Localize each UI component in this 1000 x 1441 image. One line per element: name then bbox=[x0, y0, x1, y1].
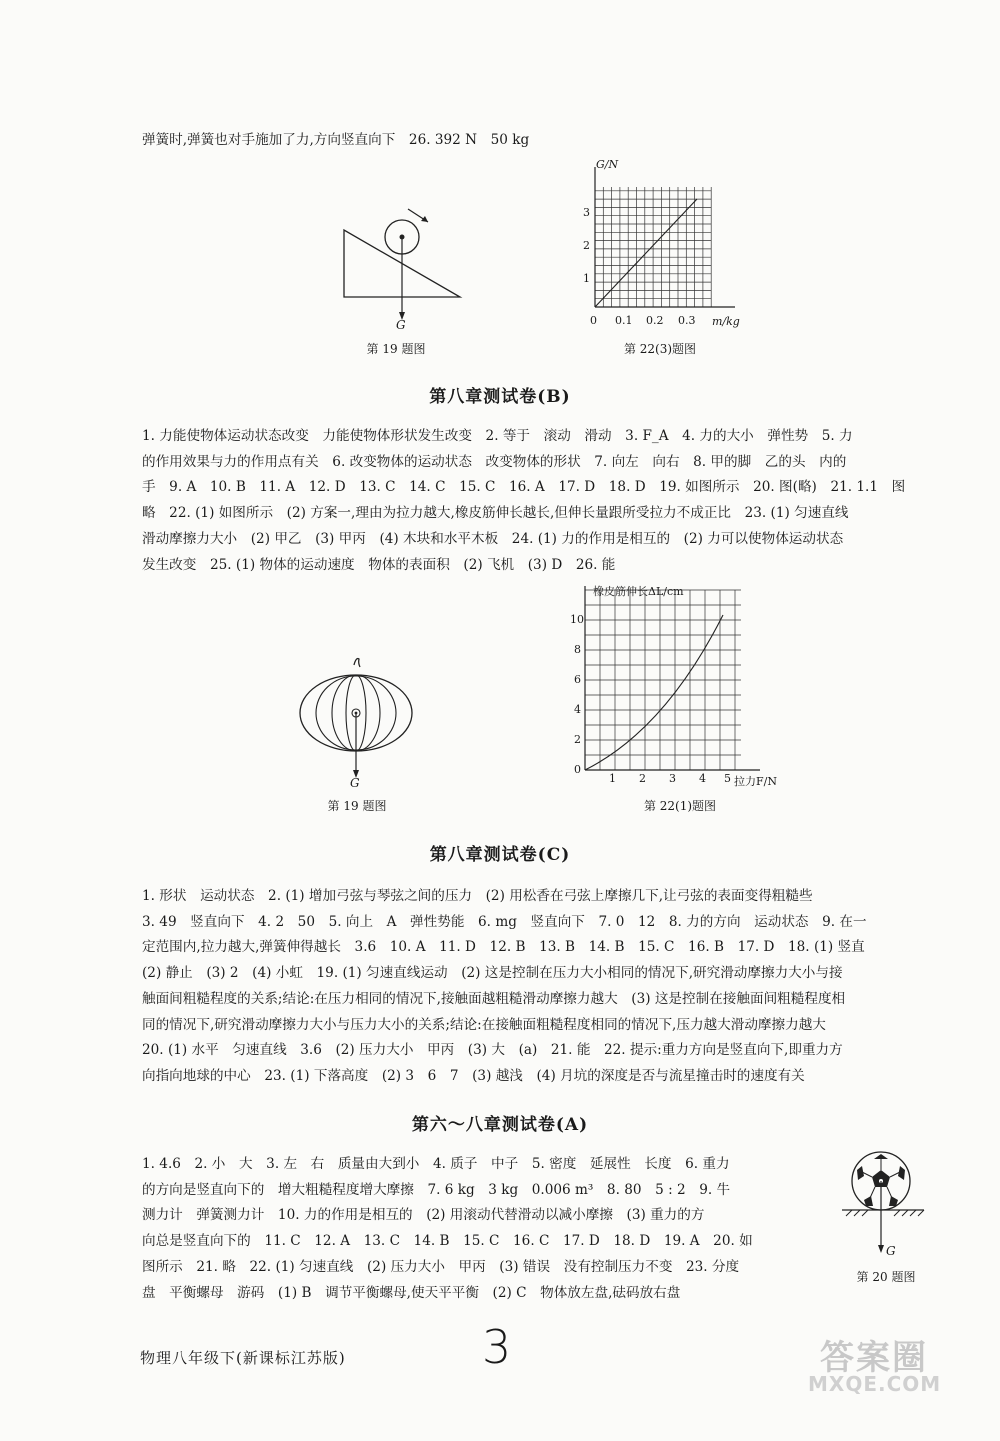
section-c-line: 定范围内,拉力越大,弹簧伸得越长 3.6 10. A 11. D 12. B 13. B 14. B 15. C 16. B 17. D 18. (1) 竖直 bbox=[142, 939, 865, 956]
fig1-caption: 第 19 题图 bbox=[366, 342, 426, 356]
section-b-line: 发生改变 25. (1) 物体的运动速度 物体的表面积 (2) 飞机 (3) D 26. 能 bbox=[142, 556, 616, 573]
fig4-xtick: 5 bbox=[724, 772, 731, 785]
section-b-line: 的作用效果与力的作用点有关 6. 改变物体的运动状态 改变物体的形状 7. 向左 向右 8. 甲的脚 乙的头 内的 bbox=[142, 453, 847, 470]
data-line bbox=[595, 199, 697, 307]
fig4-xlabel: 拉力F/N bbox=[734, 775, 777, 788]
section-a-line: 测力计 弹簧测力计 10. 力的作用是相互的 (2) 用滚动代替滑动以减小摩擦 (3) 重力的方 bbox=[142, 1207, 705, 1224]
fig3-caption: 第 19 题图 bbox=[327, 799, 387, 813]
fig4-ytick: 4 bbox=[574, 703, 581, 716]
section-a-line: 向总是竖直向下的 11. C 12. A 13. C 14. B 15. C 16. C 17. D 18. D 19. A 20. 如 bbox=[142, 1233, 753, 1250]
section-c-line: 向指向地球的中心 23. (1) 下落高度 (2) 3 6 7 (3) 越浅 (4) 月坑的深度是否与流星撞击时的速度有关 bbox=[142, 1067, 805, 1084]
fig4-ytick: 0 bbox=[574, 763, 581, 776]
section-b-line: 略 22. (1) 如图所示 (2) 方案一,理由为拉力越大,橡皮筋伸长越长,但伸长量跟所受拉力不成正比 23. (1) 匀速直线 bbox=[142, 505, 849, 522]
football-figure bbox=[840, 1148, 930, 1263]
fig4-xtick: 1 bbox=[609, 772, 616, 785]
fig4-ytick: 8 bbox=[574, 643, 581, 656]
section-c-body bbox=[142, 884, 948, 1090]
section-a-line: 的方向是竖直向下的 增大粗糙程度增大摩擦 7. 6 kg 3 kg 0.006 m³ 8. 80 5 : 2 9. 牛 bbox=[142, 1181, 731, 1198]
section-a-line: 盘 平衡螺母 游码 (1) B 调节平衡螺母,使天平平衡 (2) C 物体放左盘,砝码放右盘 bbox=[142, 1284, 681, 1301]
fig4-ylabel: 橡皮筋伸长ΔL/cm bbox=[593, 585, 684, 598]
fig4-caption: 第 22(1)题图 bbox=[643, 799, 717, 813]
watermark-logo: 答案圈 bbox=[820, 1338, 928, 1378]
section-c-line: 20. (1) 水平 匀速直线 3.6 (2) 压力大小 甲丙 (3) 大 (a) 21. 能 22. 提示:重力方向是竖直向下,即重力方 bbox=[142, 1042, 843, 1059]
section-c-line: 同的情况下,研究滑动摩擦力大小与压力大小的关系;结论:在接触面粗糙程度相同的情况下,压力越大滑动摩擦力越大 bbox=[142, 1016, 826, 1033]
fig5-caption: 第 20 题图 bbox=[856, 1270, 916, 1284]
fig2-xtick: 0 bbox=[590, 314, 597, 327]
section-c-line: (2) 静止 (3) 2 (4) 小虹 19. (1) 匀速直线运动 (2) 这是控制在压力大小相同的情况下,研究滑动摩擦力大小与接 bbox=[142, 965, 843, 982]
stretch-graph bbox=[565, 580, 795, 795]
fig3-gravity-label: G bbox=[350, 776, 360, 790]
fig4-xtick: 2 bbox=[639, 772, 646, 785]
fig2-ytick: 3 bbox=[583, 206, 590, 219]
fig2-ytick: 1 bbox=[583, 272, 590, 285]
section-b-line: 滑动摩擦力大小 (2) 甲乙 (3) 甲丙 (4) 木块和水平木板 24. (1) 力的作用是相互的 (2) 力可以使物体运动状态 bbox=[142, 530, 844, 547]
fig2-caption: 第 22(3)题图 bbox=[623, 342, 697, 356]
fig1-gravity-label: G bbox=[396, 318, 406, 332]
fig4-ytick: 10 bbox=[570, 613, 584, 626]
page-number: 3 bbox=[482, 1320, 512, 1374]
fig2-xtick: 0.2 bbox=[646, 314, 664, 327]
section-a-title: 第六～八章测试卷(A) bbox=[411, 1115, 589, 1135]
fig2-xtick: 0.1 bbox=[615, 314, 633, 327]
fig2-xtick: 0.3 bbox=[678, 314, 696, 327]
fig4-ytick: 2 bbox=[574, 733, 581, 746]
section-b-title: 第八章测试卷(B) bbox=[429, 387, 571, 407]
section-b-body bbox=[142, 424, 948, 578]
fig4-ytick: 6 bbox=[574, 673, 581, 686]
section-c-line: 1. 形状 运动状态 2. (1) 增加弓弦与琴弦之间的压力 (2) 用松香在弓弦上摩擦几下,让弓弦的表面变得粗糙些 bbox=[142, 888, 813, 904]
fig2-xlabel: m/kg bbox=[712, 315, 740, 328]
section-a-body bbox=[142, 1152, 832, 1306]
section-b-line: 手 9. A 10. B 11. A 12. D 13. C 14. C 15. C 16. A 17. D 18. D 19. 如图所示 20. 图(略) 21. 1.1 图 bbox=[142, 479, 906, 496]
section-a-line: 图所示 21. 略 22. (1) 匀速直线 (2) 压力大小 甲丙 (3) 错误 没有控制压力不变 23. 分度 bbox=[142, 1258, 740, 1275]
intro-line: 弹簧时,弹簧也对手施加了力,方向竖直向下 26. 392 N 50 kg bbox=[142, 132, 530, 148]
fig2-ytick: 2 bbox=[583, 239, 590, 252]
fig4-xtick: 4 bbox=[699, 772, 706, 785]
section-c-title: 第八章测试卷(C) bbox=[429, 845, 571, 865]
section-a-line: 1. 4.6 2. 小 大 3. 左 右 质量由大到小 4. 质子 中子 5. 密度 延展性 长度 6. 重力 bbox=[142, 1156, 730, 1172]
fig5-gravity-label: G bbox=[886, 1244, 896, 1258]
section-c-line: 3. 49 竖直向下 4. 2 50 5. 向上 A 弹性势能 6. mg 竖直向下 7. 0 12 8. 力的方向 运动状态 9. 在一 bbox=[142, 913, 867, 930]
section-c-line: 触面间粗糙程度的关系;结论:在压力相同的情况下,接触面越粗糙滑动摩擦力越大 (3) 这是控制在接触面间粗糙程度相 bbox=[142, 990, 846, 1007]
intro-paragraph bbox=[142, 128, 948, 154]
pumpkin-figure bbox=[292, 655, 422, 795]
section-b-line: 1. 力能使物体运动状态改变 力能使物体形状发生改变 2. 等于 滚动 滑动 3. F_A 4. 力的大小 弹性势 5. 力 bbox=[142, 428, 853, 444]
fig2-ylabel: G/N bbox=[596, 158, 619, 171]
watermark-site: MXQE.COM bbox=[808, 1372, 942, 1396]
data-curve bbox=[585, 615, 723, 770]
book-title-footer: 物理八年级下(新课标江苏版) bbox=[140, 1349, 346, 1367]
g-m-graph bbox=[585, 155, 745, 335]
fig4-xtick: 3 bbox=[669, 772, 676, 785]
